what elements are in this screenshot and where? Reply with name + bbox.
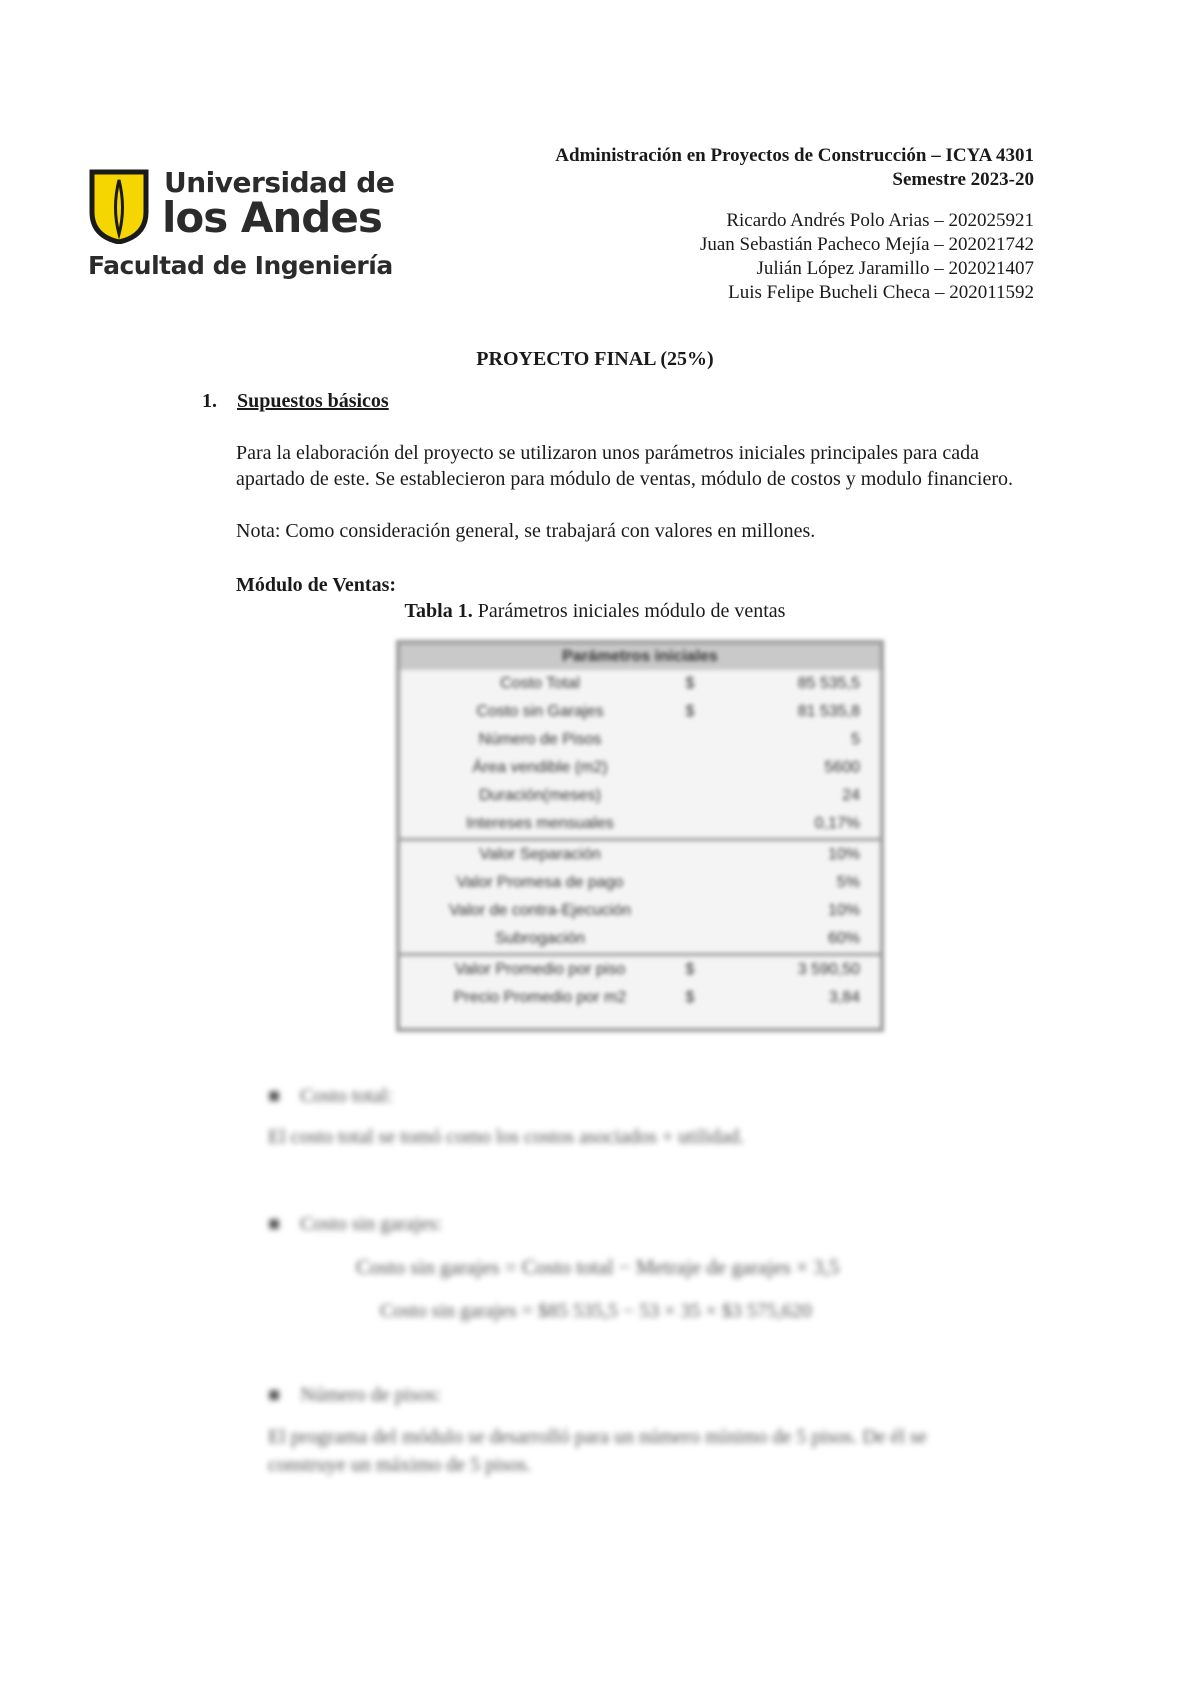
semester: Semestre 2023-20 [892,169,1034,190]
table-row [400,984,880,1012]
cell: Valor Promedio por piso [454,961,626,978]
cell: 10% [827,902,860,919]
intro-paragraph: Para la elaboración del proyecto se utilizaron unos parámetros iniciales principales para cada apartado de este. Se establecieron para módulo de ventas, módulo de costos y modulo financiero. [236,442,1013,490]
equation: Costo sin garajes = $85 535,5 − 53 × 35 × $3 575,620 [380,1300,812,1322]
crest-icon [88,168,150,244]
course-title: Administración en Proyectos de Construcción – ICYA 4301 [555,145,1034,166]
logo-text-line3: Facultad de Ingeniería [88,251,393,280]
section-number: 1. [202,390,217,412]
author: Juan Sebastián Pacheco Mejía – 202021742 [699,234,1034,255]
table-row [400,726,880,754]
table-row [400,754,880,782]
cell: Precio Promedio por m2 [453,989,627,1006]
bullet-item-title: ■ Costo total: [268,1085,393,1107]
item-title: Número de pisos: [300,1384,442,1406]
cell: Valor Promesa de pago [456,874,624,891]
logo-text-line1: Universidad de [164,166,395,199]
item-title: Costo sin garajes: [300,1213,443,1235]
cell: $ [685,675,695,692]
cell: 5 [851,731,860,748]
cell: 0,17% [814,815,860,832]
cell: 24 [842,787,860,804]
parameters-table [396,640,884,1032]
caption-text: Parámetros iniciales módulo de ventas [472,600,786,622]
caption-label: Tabla 1. [404,600,473,622]
table-row [400,956,880,984]
cell: Costo sin Garajes [476,703,604,720]
cell: 3,84 [828,989,860,1006]
logo-text-line2: los Andes [162,193,382,242]
table-row [400,698,880,726]
cell: 60% [827,930,860,947]
author: Luis Felipe Bucheli Checa – 202011592 [728,282,1034,303]
cell: 3 590,50 [797,961,860,978]
cell: 85 535,5 [797,675,860,692]
cell: Intereses mensuales [466,815,614,832]
cell: 5600 [824,759,860,776]
equation: Costo sin garajes = Costo total − Metraje de garajes × 3,5 [356,1255,840,1279]
cell: 10% [827,846,860,863]
item-title: Costo total: [300,1085,393,1107]
cell: Valor de contra-Ejecución [448,902,632,919]
note-text: Nota: Como consideración general, se trabajará con valores en millones. [236,520,816,542]
cell: 5% [836,874,860,891]
bullet-item-title: ■ Número de pisos: [268,1384,442,1406]
cell: Número de Pisos [478,731,602,748]
table-row [400,869,880,897]
table-row [400,925,880,953]
cell: Subrogación [495,930,585,947]
cell: 81 535,8 [797,703,860,720]
author: Ricardo Andrés Polo Arias – 202025921 [726,210,1034,231]
document-title: PROYECTO FINAL (25%) [476,348,714,370]
item-text: El programa del módulo se desarrolló para un número mínimo de 5 pisos. De él se construye un máximo de 5 pisos. [268,1426,927,1476]
cell: $ [685,961,695,978]
author-list [700,209,1034,305]
bullet-item-title: ■ Costo sin garajes: [268,1213,443,1235]
table-caption [0,600,1190,623]
module-heading: Módulo de Ventas: [236,574,397,596]
section-heading [202,390,389,413]
cell: Área vendible (m2) [472,759,608,776]
cell: Valor Separación [479,846,601,863]
table-row [400,841,880,869]
table-row [400,670,880,698]
cell: Costo Total [500,675,580,692]
cell: $ [685,703,695,720]
cell: $ [685,989,695,1006]
section-label: Supuestos básicos [237,390,389,412]
table-header: Parámetros iniciales [400,644,880,670]
cell: Duración(meses) [479,787,601,804]
university-logo [88,166,395,286]
document-header [555,144,1034,192]
author: Julián López Jaramillo – 202021407 [756,258,1034,279]
item-text: El costo total se tomó como los costos asociados + utilidad. [268,1126,745,1148]
table-row [400,897,880,925]
table-row [400,810,880,838]
table-row [400,782,880,810]
